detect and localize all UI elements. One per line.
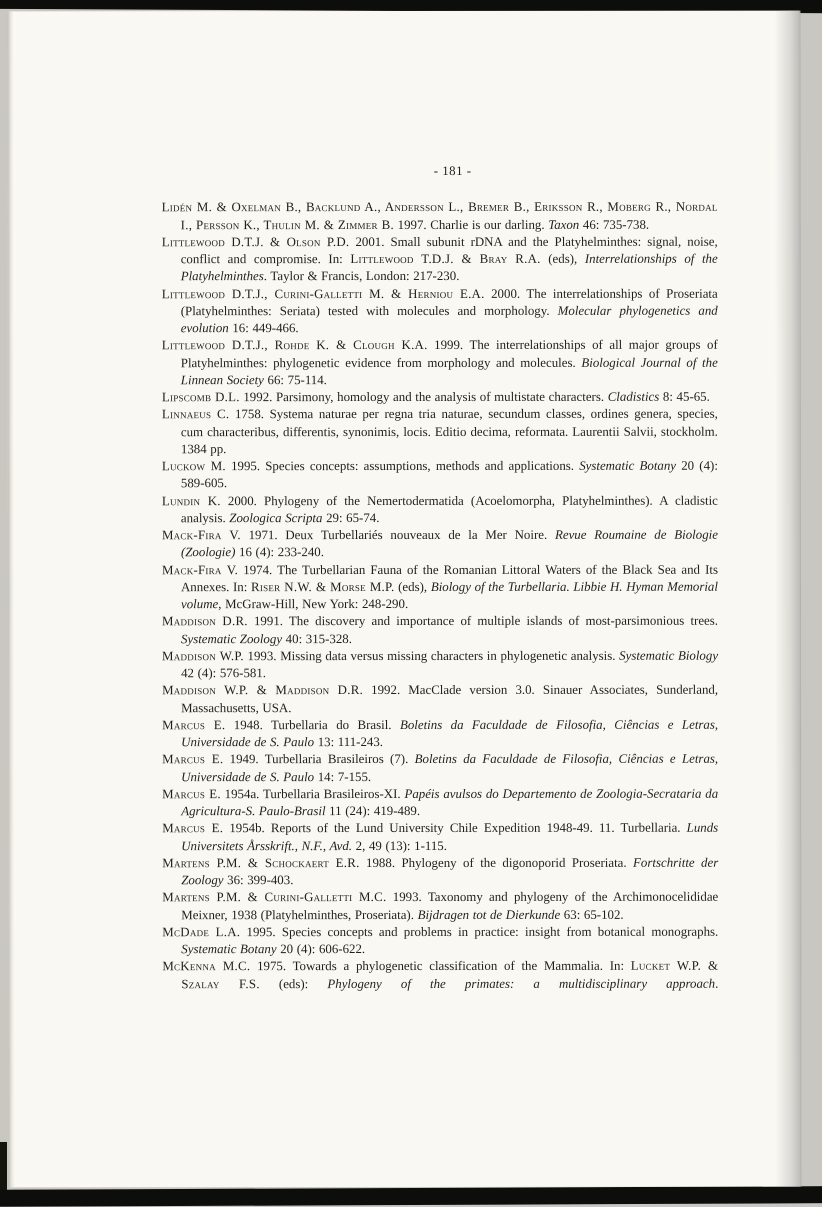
reference-text: 20 (4): 606-622. — [276, 942, 366, 957]
author-names: Mack-Fira V. — [161, 528, 241, 543]
work-title: Lunds Universitets Årsskrift., N.F., Avd. — [181, 820, 719, 853]
reference-text: . Taylor & Francis, London: 217-230. — [263, 269, 460, 284]
reference-text: . — [715, 976, 719, 991]
work-title: Boletins da Faculdade de Filosofia, Ciências e Letras, Universidade de S. Paulo — [181, 751, 719, 784]
author-names: Linnaeus C. — [161, 407, 230, 422]
reference-text: 2000. Phylogeny of the Nemertodermatida (Acoelomorpha, Platyhelminthes). A cladistic analysis. — [180, 493, 718, 525]
work-title: Boletins da Faculdade de Filosofia, Ciências e Letras, Universidade de S. Paulo — [181, 717, 719, 750]
reference-text: 1975. Towards a phylogenetic classification of the Mammalia. In: — [250, 959, 631, 974]
author-names: Luckow M. — [161, 459, 226, 474]
work-title: Phylogeny of the primates: a multidisciplinary approach — [327, 976, 716, 991]
reference-entry — [162, 561, 718, 613]
reference-text: 2001. Small subunit rDNA and the Platyhelminthes: signal, noise, conflict and compromise. In: — [180, 234, 718, 267]
author-names: Maddison W.P. — [162, 648, 244, 663]
reference-text: 1995. Species concepts: assumptions, methods and applications. — [225, 458, 580, 474]
work-title: Systematic Botany — [181, 942, 277, 957]
work-title: Cladistics — [607, 389, 660, 404]
reference-text: (eds): — [259, 976, 328, 991]
reference-text: (eds), — [540, 251, 585, 266]
reference-entry — [162, 285, 718, 337]
reference-text: 1997. Charlie is our darling. — [393, 217, 549, 232]
reference-text: 63: 65-102. — [560, 907, 624, 922]
reference-text: 42 (4): 576-581. — [181, 666, 267, 681]
reference-text: 13: 111-243. — [314, 735, 384, 750]
reference-text: (eds), — [394, 579, 431, 594]
reference-entry — [162, 751, 718, 786]
author-names: Marcus E. — [162, 786, 221, 801]
author-names: McDade L.A. — [162, 924, 241, 939]
work-title: Taxon — [548, 217, 580, 232]
reference-text: 1999. The interrelationships of all major groups of Platyhelminthes: phylogenetic evidence from morphology and molecules. — [180, 337, 718, 370]
reference-entry — [162, 820, 718, 855]
reference-text: 1993. Missing data versus missing characters in phylogenetic analysis. — [243, 648, 620, 663]
reference-text: 1988. Phylogeny of the digonoporid Proseriata. — [359, 855, 634, 870]
work-title: Systematic Zoology — [181, 631, 283, 646]
reference-entry — [162, 233, 718, 285]
page-number: - 181 - — [433, 163, 472, 178]
reference-text: 2000. The interrelationships of Proseriata (Platyhelminthes: Seriata) tested with molecules and morphology. — [180, 286, 718, 318]
work-title: Zoologica Scripta — [229, 510, 323, 525]
reference-entry — [162, 458, 718, 493]
reference-text: 46: 735-738. — [579, 217, 650, 232]
work-title: Systematic Botany — [579, 458, 677, 473]
author-names: Marcus E. — [162, 752, 224, 767]
reference-text: 1971. Deux Turbellariés nouveaux de la Mer Noire. — [240, 527, 555, 543]
reference-text: 2, 49 (13): 1-115. — [352, 838, 447, 853]
work-title: Interrelationships of the Platyhelminthes — [180, 251, 718, 284]
reference-text: 1954b. Reports of the Lund University Chile Expedition 1948-49. 11. Turbellaria. — [223, 821, 687, 836]
reference-text: 1993. Taxonomy and phylogeny of the Archimonocelididae Meixner, 1938 (Platyhelminthes, Proseriata). — [181, 889, 719, 922]
author-names: Littlewood D.T.J., Curini-Galletti M. & Herniou E.A. — [161, 286, 485, 301]
author-names: Maddison D.R. — [162, 614, 248, 629]
reference-entry — [162, 406, 718, 458]
author-names: Littlewood T.D.J. & Bray R.A. — [350, 251, 541, 267]
work-title: Molecular phylogenetics and evolution — [180, 303, 718, 336]
author-names: Martens P.M. & Curini-Galletti M.C. — [162, 890, 387, 905]
reference-entry — [162, 647, 718, 682]
work-title: Biology of the Turbellaria. Libbie H. Hyman Memorial volume — [180, 579, 718, 612]
reference-text: 1995. Species concepts and problems in practice: insight from botanical monographs. — [240, 924, 719, 939]
reference-text: 40: 315-328. — [282, 631, 352, 646]
reference-entry — [162, 527, 718, 562]
reference-text: 1974. The Turbellarian Fauna of the Romanian Littoral Waters of the Black Sea and Its Annexes. In: — [180, 562, 718, 594]
reference-entry — [162, 389, 718, 407]
author-names: Lundin K. — [161, 493, 221, 508]
work-title: Bijdragen tot de Dierkunde — [417, 907, 561, 922]
reference-text: 16: 449-466. — [228, 321, 299, 336]
reference-entry — [162, 337, 718, 389]
reference-text: 29: 65-74. — [322, 510, 380, 525]
reference-entry — [162, 682, 718, 717]
reference-text: 14: 7-155. — [314, 769, 372, 784]
reference-text: 1758. Systema naturae per regna tria naturae, secundum classes, ordines genera, species, cum characteribus, differentis, synonimis, locis. Editio decima, reformata. Laurentii Salvii, stockholm. 1384 pp. — [180, 406, 718, 456]
reference-text: 36: 399-403. — [223, 873, 294, 888]
reference-entry — [162, 854, 718, 889]
scan-edge-bottom — [0, 1186, 822, 1207]
reference-text: 8: 45-65. — [659, 389, 710, 404]
work-title: Fortschritte der Zoology — [181, 855, 719, 888]
reference-text: 1991. The discovery and importance of multiple islands of most-parsimonious trees. — [247, 613, 719, 629]
reference-text: 1992. Parsimony, homology and the analysis of multistate characters. — [239, 389, 608, 405]
author-names: Riser N.W. & Morse M.P. — [250, 579, 395, 594]
page-content — [162, 163, 719, 993]
author-names: Mack-Fira V. — [161, 562, 239, 577]
reference-text: 66: 75-114. — [263, 372, 327, 387]
work-title: Systematic Biology — [619, 648, 719, 663]
author-names: Littlewood D.T.J., Rohde K. & Clough K.A. — [161, 338, 428, 353]
reference-text: 1992. MacClade version 3.0. Sinauer Associates, Sunderland, Massachusetts, USA. — [181, 682, 719, 715]
reference-text: 1948. Turbellaria do Brasil. — [225, 717, 400, 732]
reference-entry — [162, 613, 718, 648]
author-names: Lipscomb D.L. — [161, 390, 240, 405]
reference-text: , McGraw-Hill, New York: 248-290. — [218, 596, 409, 612]
reference-entry — [162, 492, 718, 527]
reference-text: 1954a. Turbellaria Brasileiros-XI. — [220, 786, 405, 801]
reference-entry — [162, 716, 718, 751]
references-list — [162, 199, 719, 993]
work-title: Papéis avulsos do Departemento de Zoologia-Secrataria da Agricultura-S. Paulo-Brasil — [181, 786, 719, 819]
work-title: Revue Roumaine de Biologie (Zoologie) — [180, 527, 718, 560]
reference-text: 16 (4): 233-240. — [235, 545, 324, 560]
document-page — [7, 11, 800, 1188]
scan-edge-corner — [0, 1142, 7, 1190]
author-names: Marcus E. — [162, 821, 224, 836]
work-title: Biological Journal of the Linnean Society — [180, 355, 718, 387]
author-names: Marcus E. — [162, 717, 226, 732]
author-names: Lidén M. & Oxelman B., Backlund A., Andersson L., Bremer B., Eriksson R., Moberg R., Nordal I., Persson K., Thulin M. & Zimmer B. — [161, 199, 718, 232]
reference-entry — [162, 958, 718, 993]
reference-entry — [162, 199, 718, 234]
reference-entry — [162, 923, 718, 958]
author-names: Martens P.M. & Schockaert E.R. — [162, 855, 360, 870]
reference-text: 1949. Turbellaria Brasileiros (7). — [223, 752, 415, 767]
reference-text: 11 (24): 419-489. — [325, 803, 421, 819]
reference-entry — [162, 889, 718, 924]
author-names: McKenna M.C. — [162, 959, 251, 974]
author-names: Lucket W.P. & Szalay F.S. — [181, 958, 719, 991]
reference-text: 20 (4): 589-605. — [180, 458, 718, 491]
author-names: Littlewood D.T.J. & Olson P.D. — [161, 234, 350, 249]
author-names: Maddison W.P. & Maddison D.R. — [162, 683, 364, 698]
reference-entry — [162, 785, 718, 820]
